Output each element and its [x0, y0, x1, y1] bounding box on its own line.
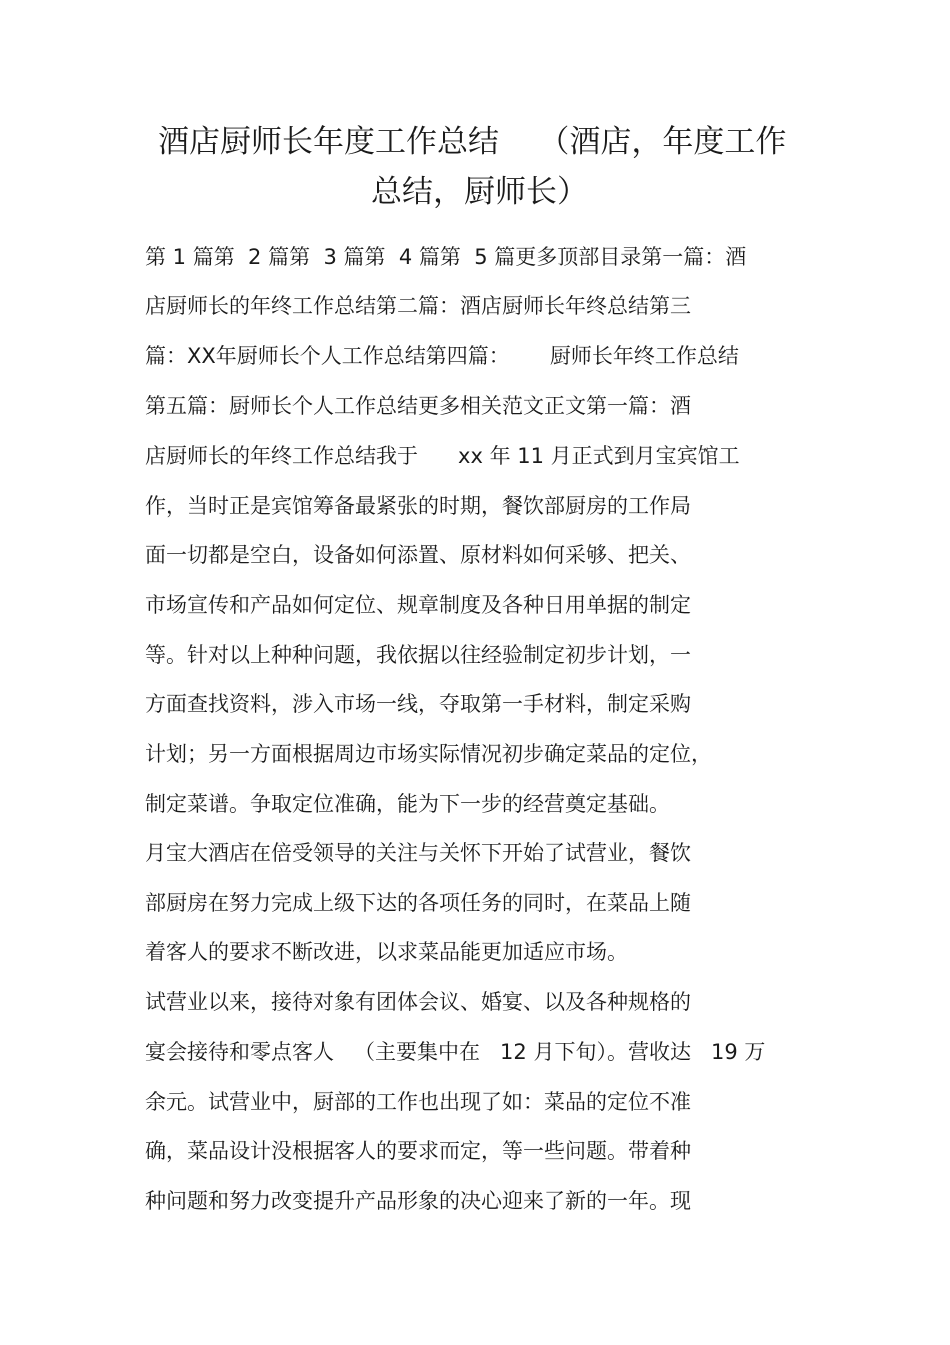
body-line: 第五篇：厨师长个人工作总结更多相关范文正文第一篇：酒 — [145, 394, 691, 418]
document-title-line-2: 总结，厨师长） — [371, 174, 588, 210]
body-line: 面一切都是空白，设备如何添置、原材料如何采够、把关、 — [145, 543, 691, 567]
body-line: 作，当时正是宾馆筹备最紧张的时期，餐饮部厨房的工作局 — [145, 494, 691, 518]
document-title-line-1: 酒店厨师长年度工作总结 （酒店，年度工作 — [158, 124, 787, 160]
body-line: 第 1 篇第 2 篇第 3 篇第 4 篇第 5 篇更多顶部目录第一篇：酒 — [145, 245, 747, 269]
body-line: 店厨师长的年终工作总结第二篇：酒店厨师长年终总结第三 — [145, 294, 691, 318]
body-line: 部厨房在努力完成上级下达的各项任务的同时，在菜品上随 — [145, 891, 691, 915]
body-line: 余元。试营业中，厨部的工作也出现了如：菜品的定位不准 — [145, 1090, 691, 1114]
body-line: 计划；另一方面根据周边市场实际情况初步确定菜品的定位， — [145, 742, 712, 766]
body-line: 店厨师长的年终工作总结我于 xx 年 11 月正式到月宝宾馆工 — [145, 444, 740, 468]
body-line: 等。针对以上种种问题，我依据以往经验制定初步计划，一 — [145, 643, 691, 667]
body-line: 宴会接待和零点客人 （主要集中在 12 月下旬）。营收达 19 万 — [145, 1040, 766, 1064]
body-line: 种问题和努力改变提升产品形象的决心迎来了新的一年。现 — [145, 1189, 691, 1213]
body-line: 月宝大酒店在倍受领导的关注与关怀下开始了试营业，餐饮 — [145, 841, 691, 865]
body-line: 市场宣传和产品如何定位、规章制度及各种日用单据的制定 — [145, 593, 691, 617]
body-line: 着客人的要求不断改进，以求菜品能更加适应市场。 — [145, 940, 628, 964]
body-line: 方面查找资料，涉入市场一线，夺取第一手材料，制定采购 — [145, 692, 691, 716]
body-line: 试营业以来，接待对象有团体会议、婚宴、以及各种规格的 — [145, 990, 691, 1014]
body-line: 制定菜谱。争取定位准确，能为下一步的经营奠定基础。 — [145, 792, 670, 816]
body-line: 确，菜品设计没根据客人的要求而定，等一些问题。带着种 — [145, 1139, 691, 1163]
body-line: 篇：XX年厨师长个人工作总结第四篇： 厨师长年终工作总结 — [145, 344, 739, 368]
